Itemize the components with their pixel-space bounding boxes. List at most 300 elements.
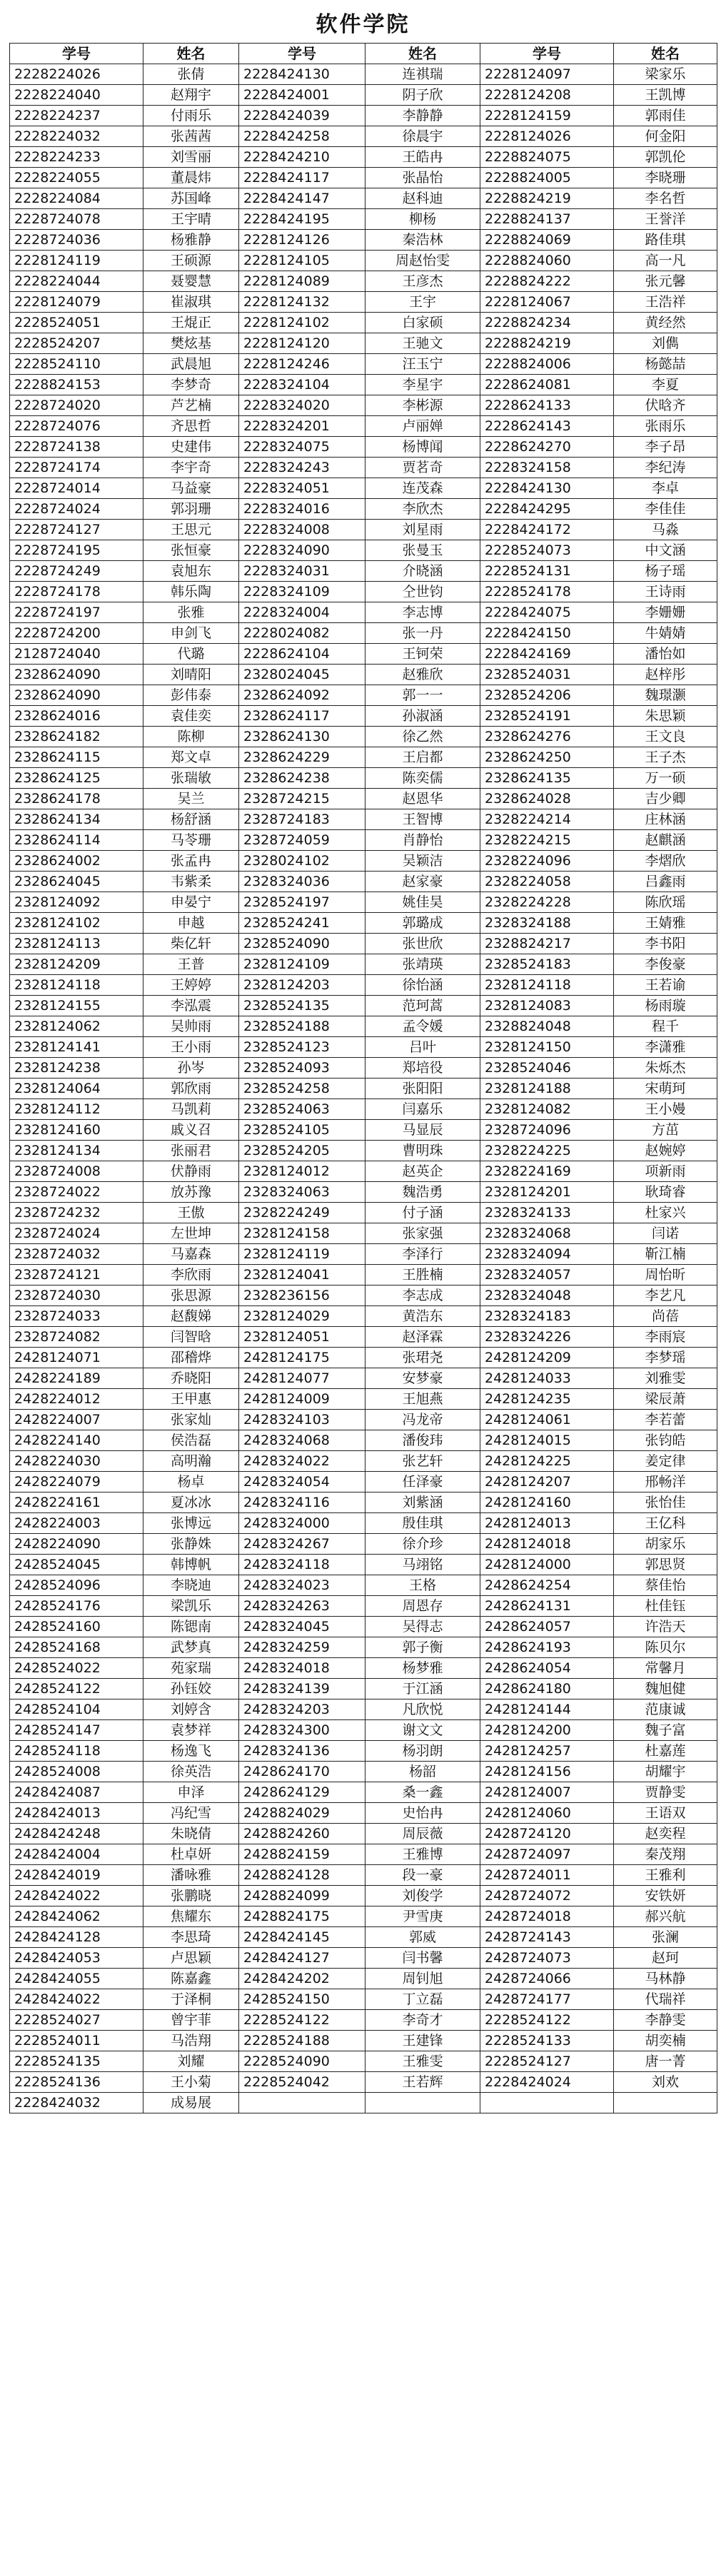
student-id-cell: 2328624016 xyxy=(10,706,143,727)
table-row xyxy=(10,1782,717,1803)
student-name-cell: 王启都 xyxy=(365,747,480,768)
student-id-cell: 2228124246 xyxy=(239,354,365,375)
student-id-cell: 2428324023 xyxy=(239,1575,365,1596)
student-name-cell: 安梦豪 xyxy=(365,1368,480,1389)
column-header: 学号 xyxy=(10,44,143,64)
student-id-cell: 2428324000 xyxy=(239,1513,365,1534)
student-name-cell: 汪玉宁 xyxy=(365,354,480,375)
student-name-cell: 胡耀宇 xyxy=(614,1762,717,1782)
table-row xyxy=(10,1575,717,1596)
student-id-cell: 2328124109 xyxy=(239,954,365,975)
student-name-cell: 赵家豪 xyxy=(365,872,480,892)
student-name-cell: 潘怡如 xyxy=(614,644,717,665)
student-name-cell: 宋萌珂 xyxy=(614,1079,717,1099)
student-id-cell: 2228524178 xyxy=(480,582,614,602)
student-name-cell: 高明瀚 xyxy=(143,1451,239,1472)
table-row xyxy=(10,1762,717,1782)
student-id-cell: 2128724040 xyxy=(10,644,143,665)
student-name-cell: 张雅 xyxy=(143,602,239,623)
student-name-cell: 张静姝 xyxy=(143,1534,239,1555)
student-name-cell: 张鹏晓 xyxy=(143,1886,239,1906)
student-name-cell: 张艺轩 xyxy=(365,1451,480,1472)
student-name-cell: 伏静雨 xyxy=(143,1161,239,1182)
student-name-cell: 赵馥娣 xyxy=(143,1306,239,1327)
student-id-cell: 2428524096 xyxy=(10,1575,143,1596)
student-name-cell: 李熠欣 xyxy=(614,851,717,872)
student-id-cell: 2228624143 xyxy=(480,416,614,437)
student-name-cell: 杨懿喆 xyxy=(614,354,717,375)
student-id-cell: 2328124134 xyxy=(10,1141,143,1161)
student-name-cell: 伏晗齐 xyxy=(614,395,717,416)
student-id-cell: 2328124203 xyxy=(239,975,365,996)
student-id-cell: 2328124118 xyxy=(480,975,614,996)
student-id-cell: 2228624081 xyxy=(480,375,614,395)
student-name-cell: 焦耀东 xyxy=(143,1906,239,1927)
student-id-cell: 2328324188 xyxy=(480,913,614,934)
student-name-cell: 马凯莉 xyxy=(143,1099,239,1120)
column-header: 学号 xyxy=(480,44,614,64)
student-id-cell: 2228324051 xyxy=(239,478,365,499)
table-row xyxy=(10,1182,717,1203)
student-name-cell: 武梦真 xyxy=(143,1637,239,1658)
student-id-cell: 2328124238 xyxy=(10,1058,143,1079)
table-row xyxy=(10,1927,717,1948)
student-name-cell: 武晨旭 xyxy=(143,354,239,375)
column-header: 学号 xyxy=(239,44,365,64)
student-name-cell: 付雨乐 xyxy=(143,106,239,126)
student-name-cell: 李佳佳 xyxy=(614,499,717,520)
student-name-cell: 梁辰萧 xyxy=(614,1389,717,1410)
student-id-cell: 2428124235 xyxy=(480,1389,614,1410)
student-id-cell: 2328624028 xyxy=(480,789,614,809)
student-name-cell: 吕叶 xyxy=(365,1037,480,1058)
student-id-cell: 2428124060 xyxy=(480,1803,614,1824)
student-id-cell: 2428524122 xyxy=(10,1679,143,1699)
table-row xyxy=(10,665,717,685)
student-id-cell: 2228724197 xyxy=(10,602,143,623)
student-name-cell: 彭伟泰 xyxy=(143,685,239,706)
table-row xyxy=(10,1472,717,1492)
student-id-cell: 2328524258 xyxy=(239,1079,365,1099)
student-name-cell: 白家硕 xyxy=(365,313,480,333)
student-id-cell: 2328124092 xyxy=(10,892,143,913)
page-title: 软件学院 xyxy=(316,12,410,37)
table-row xyxy=(10,1989,717,2010)
student-name-cell: 王雅利 xyxy=(614,1865,717,1886)
student-name-cell: 周怡昕 xyxy=(614,1265,717,1286)
student-name-cell: 聂婴慧 xyxy=(143,271,239,292)
student-name-cell: 李艺凡 xyxy=(614,1286,717,1306)
table-row xyxy=(10,395,717,416)
student-name-cell: 马翊铭 xyxy=(365,1555,480,1575)
table-row xyxy=(10,1948,717,1969)
student-name-cell: 齐思哲 xyxy=(143,416,239,437)
student-id-cell: 2428824029 xyxy=(239,1803,365,1824)
student-name-cell: 张珺尧 xyxy=(365,1348,480,1368)
student-name-cell: 申剑飞 xyxy=(143,623,239,644)
student-id-cell: 2228324158 xyxy=(480,458,614,478)
table-row xyxy=(10,685,717,706)
student-name-cell: 刘星雨 xyxy=(365,520,480,540)
student-id-cell: 2328124209 xyxy=(10,954,143,975)
student-name-cell: 代瑞祥 xyxy=(614,1989,717,2010)
table-row xyxy=(10,1844,717,1865)
student-id-cell: 2228424210 xyxy=(239,147,365,168)
student-name-cell: 郭一一 xyxy=(365,685,480,706)
student-id-cell: 2428524008 xyxy=(10,1762,143,1782)
student-name-cell: 苏国峰 xyxy=(143,188,239,209)
student-name-cell: 徐怡涵 xyxy=(365,975,480,996)
student-name-cell: 任泽豪 xyxy=(365,1472,480,1492)
student-name-cell: 王若谕 xyxy=(614,975,717,996)
student-name-cell: 张家强 xyxy=(365,1223,480,1244)
table-row xyxy=(10,747,717,768)
table-row xyxy=(10,2031,717,2051)
student-id-cell: 2428824128 xyxy=(239,1865,365,1886)
student-name-cell: 刘儁 xyxy=(614,333,717,354)
student-id-cell: 2228424147 xyxy=(239,188,365,209)
student-id-cell: 2328624130 xyxy=(239,727,365,747)
student-id-cell: 2428324045 xyxy=(239,1617,365,1637)
student-name-cell: 李泽行 xyxy=(365,1244,480,1265)
student-name-cell: 陈嘉鑫 xyxy=(143,1969,239,1989)
student-name-cell: 杨逸飞 xyxy=(143,1741,239,1762)
student-name-cell: 付子涵 xyxy=(365,1203,480,1223)
student-id-cell: 2228324104 xyxy=(239,375,365,395)
student-id-cell: 2228124159 xyxy=(480,106,614,126)
student-id-cell: 2328624229 xyxy=(239,747,365,768)
student-name-cell: 张思源 xyxy=(143,1286,239,1306)
student-id-cell: 2328124041 xyxy=(239,1265,365,1286)
student-id-cell: 2328724082 xyxy=(10,1327,143,1348)
student-name-cell: 卢思颖 xyxy=(143,1948,239,1969)
table-row xyxy=(10,1513,717,1534)
student-id-cell: 2328324183 xyxy=(480,1306,614,1327)
student-name-cell: 王语双 xyxy=(614,1803,717,1824)
student-name-cell: 刘婷含 xyxy=(143,1699,239,1720)
table-row xyxy=(10,1637,717,1658)
student-id-cell: 2228624270 xyxy=(480,437,614,458)
student-id-cell: 2428224003 xyxy=(10,1513,143,1534)
student-name-cell: 尚蓓 xyxy=(614,1306,717,1327)
student-name-cell: 樊炫基 xyxy=(143,333,239,354)
table-row xyxy=(10,540,717,561)
student-name-cell: 闫嘉乐 xyxy=(365,1099,480,1120)
student-id-cell: 2428124200 xyxy=(480,1720,614,1741)
student-id-cell: 2428124000 xyxy=(480,1555,614,1575)
student-id-cell: 2428124013 xyxy=(480,1513,614,1534)
student-id-cell: 2428124209 xyxy=(480,1348,614,1368)
table-row xyxy=(10,996,717,1016)
table-row xyxy=(10,954,717,975)
table-row xyxy=(10,499,717,520)
student-name-cell: 李俊豪 xyxy=(614,954,717,975)
student-name-cell: 马淼 xyxy=(614,520,717,540)
student-name-cell: 杨雅静 xyxy=(143,230,239,251)
table-row xyxy=(10,768,717,789)
student-id-cell: 2428424055 xyxy=(10,1969,143,1989)
student-id-cell: 2428424004 xyxy=(10,1844,143,1865)
student-id-cell: 2428724177 xyxy=(480,1989,614,2010)
student-id-cell: 2328324068 xyxy=(480,1223,614,1244)
student-name-cell: 赵恩华 xyxy=(365,789,480,809)
student-id-cell: 2328324133 xyxy=(480,1203,614,1223)
student-name-cell: 闫书馨 xyxy=(365,1948,480,1969)
table-row xyxy=(10,1410,717,1430)
table-row xyxy=(10,1886,717,1906)
student-name-cell: 郑文卓 xyxy=(143,747,239,768)
student-name-cell: 马浩翔 xyxy=(143,2031,239,2051)
student-name-cell: 李志博 xyxy=(365,602,480,623)
student-name-cell: 赵麒涵 xyxy=(614,830,717,851)
student-id-cell: 2328524191 xyxy=(480,706,614,727)
student-id-cell: 2428224090 xyxy=(10,1534,143,1555)
student-id-cell: 2328324063 xyxy=(239,1182,365,1203)
student-id-cell: 2328624134 xyxy=(10,809,143,830)
table-row xyxy=(10,85,717,106)
student-name-cell xyxy=(614,2093,717,2113)
student-id-cell: 2328624125 xyxy=(10,768,143,789)
student-id-cell: 2428524168 xyxy=(10,1637,143,1658)
student-name-cell: 张瑞敏 xyxy=(143,768,239,789)
student-name-cell: 王硕源 xyxy=(143,251,239,271)
student-name-cell: 程千 xyxy=(614,1016,717,1037)
student-id-cell: 2428624193 xyxy=(480,1637,614,1658)
student-id-cell xyxy=(239,2093,365,2113)
table-row xyxy=(10,934,717,954)
student-name-cell: 邢畅洋 xyxy=(614,1472,717,1492)
student-id-cell: 2428324259 xyxy=(239,1637,365,1658)
student-name-cell: 柴亿轩 xyxy=(143,934,239,954)
student-id-cell: 2328624114 xyxy=(10,830,143,851)
student-id-cell: 2428424248 xyxy=(10,1824,143,1844)
student-name-cell: 于泽桐 xyxy=(143,1989,239,2010)
table-row xyxy=(10,1223,717,1244)
student-id-cell: 2428524160 xyxy=(10,1617,143,1637)
student-name-cell: 何金阳 xyxy=(614,126,717,147)
table-row xyxy=(10,809,717,830)
student-name-cell: 王雅雯 xyxy=(365,2051,480,2072)
student-name-cell: 周恩存 xyxy=(365,1596,480,1617)
student-id-cell: 2328224058 xyxy=(480,872,614,892)
student-name-cell: 张怡佳 xyxy=(614,1492,717,1513)
table-row xyxy=(10,168,717,188)
student-id-cell: 2328724033 xyxy=(10,1306,143,1327)
student-id-cell: 2328724232 xyxy=(10,1203,143,1223)
student-name-cell: 王普 xyxy=(143,954,239,975)
student-name-cell: 成易展 xyxy=(143,2093,239,2113)
student-name-cell: 赵婉婷 xyxy=(614,1141,717,1161)
student-name-cell: 赵泽霖 xyxy=(365,1327,480,1348)
student-name-cell: 张丽君 xyxy=(143,1141,239,1161)
student-name-cell: 王建锋 xyxy=(365,2031,480,2051)
student-id-cell: 2228224084 xyxy=(10,188,143,209)
student-id-cell: 2328024045 xyxy=(239,665,365,685)
student-name-cell: 阴子欣 xyxy=(365,85,480,106)
table-row xyxy=(10,1286,717,1306)
student-id-cell: 2228824137 xyxy=(480,209,614,230)
table-row xyxy=(10,251,717,271)
student-id-cell: 2228424169 xyxy=(480,644,614,665)
table-row xyxy=(10,1555,717,1575)
student-name-cell: 吉少卿 xyxy=(614,789,717,809)
student-name-cell: 戚义召 xyxy=(143,1120,239,1141)
student-name-cell: 杜家兴 xyxy=(614,1203,717,1223)
student-name-cell: 唐一菁 xyxy=(614,2051,717,2072)
student-name-cell: 马嘉森 xyxy=(143,1244,239,1265)
student-id-cell: 2328624238 xyxy=(239,768,365,789)
student-id-cell: 2228824069 xyxy=(480,230,614,251)
table-row xyxy=(10,1141,717,1161)
student-id-cell: 2228124208 xyxy=(480,85,614,106)
student-name-cell: 蔡佳怡 xyxy=(614,1575,717,1596)
student-id-cell: 2428324267 xyxy=(239,1534,365,1555)
student-name-cell: 杨梦雅 xyxy=(365,1658,480,1679)
student-id-cell: 2428724097 xyxy=(480,1844,614,1865)
student-name-cell: 王诗雨 xyxy=(614,582,717,602)
student-name-cell: 周辰薇 xyxy=(365,1824,480,1844)
student-id-cell: 2228224044 xyxy=(10,271,143,292)
student-id-cell: 2328824217 xyxy=(480,934,614,954)
student-name-cell: 王文良 xyxy=(614,727,717,747)
student-name-cell: 王小嫚 xyxy=(614,1099,717,1120)
student-id-cell: 2428724011 xyxy=(480,1865,614,1886)
student-id-cell: 2428424013 xyxy=(10,1803,143,1824)
student-name-cell: 张钧皓 xyxy=(614,1430,717,1451)
student-id-cell: 2228524133 xyxy=(480,2031,614,2051)
student-id-cell: 2328224225 xyxy=(480,1141,614,1161)
student-id-cell: 2228724249 xyxy=(10,561,143,582)
student-id-cell: 2428624170 xyxy=(239,1762,365,1782)
student-id-cell: 2328124155 xyxy=(10,996,143,1016)
student-name-cell: 朱烁杰 xyxy=(614,1058,717,1079)
student-id-cell: 2228824222 xyxy=(480,271,614,292)
student-id-cell: 2328124112 xyxy=(10,1099,143,1120)
student-id-cell: 2228424195 xyxy=(239,209,365,230)
student-name-cell: 王彦杰 xyxy=(365,271,480,292)
student-id-cell: 2328524105 xyxy=(239,1120,365,1141)
student-id-cell: 2328624182 xyxy=(10,727,143,747)
student-name-cell: 许浩天 xyxy=(614,1617,717,1637)
student-id-cell: 2228624133 xyxy=(480,395,614,416)
student-id-cell: 2228824234 xyxy=(480,313,614,333)
student-id-cell: 2228124120 xyxy=(239,333,365,354)
student-id-cell: 2428324054 xyxy=(239,1472,365,1492)
student-id-cell: 2328324036 xyxy=(239,872,365,892)
student-id-cell: 2228724200 xyxy=(10,623,143,644)
student-name-cell: 桑一鑫 xyxy=(365,1782,480,1803)
student-name-cell: 郭璐成 xyxy=(365,913,480,934)
student-id-cell: 2428624129 xyxy=(239,1782,365,1803)
student-name-cell: 乔晓阳 xyxy=(143,1368,239,1389)
student-name-cell: 刘晴阳 xyxy=(143,665,239,685)
table-row xyxy=(10,1430,717,1451)
student-id-cell: 2428124257 xyxy=(480,1741,614,1762)
student-id-cell: 2328324057 xyxy=(480,1265,614,1286)
student-name-cell: 赵奕程 xyxy=(614,1824,717,1844)
student-id-cell: 2228524122 xyxy=(239,2010,365,2031)
student-name-cell: 朱晓倩 xyxy=(143,1824,239,1844)
student-id-cell: 2228424295 xyxy=(480,499,614,520)
student-name-cell: 姚佳昊 xyxy=(365,892,480,913)
table-row xyxy=(10,1969,717,1989)
student-id-cell: 2328624092 xyxy=(239,685,365,706)
table-row xyxy=(10,830,717,851)
student-name-cell: 孙岑 xyxy=(143,1058,239,1079)
student-name-cell: 张博远 xyxy=(143,1513,239,1534)
student-name-cell: 冯龙帝 xyxy=(365,1410,480,1430)
student-name-cell: 李书阳 xyxy=(614,934,717,954)
student-name-cell: 王亿科 xyxy=(614,1513,717,1534)
student-name-cell: 赵科迪 xyxy=(365,188,480,209)
student-name-cell: 杨雨璇 xyxy=(614,996,717,1016)
student-name-cell: 郑培役 xyxy=(365,1058,480,1079)
table-row xyxy=(10,1617,717,1637)
student-id-cell: 2428824099 xyxy=(239,1886,365,1906)
student-name-cell: 王钶荣 xyxy=(365,644,480,665)
student-id-cell: 2428624131 xyxy=(480,1596,614,1617)
student-name-cell: 袁旭东 xyxy=(143,561,239,582)
table-row xyxy=(10,354,717,375)
student-id-cell: 2428524147 xyxy=(10,1720,143,1741)
student-name-cell: 徐英浩 xyxy=(143,1762,239,1782)
student-name-cell: 郝兴航 xyxy=(614,1906,717,1927)
student-id-cell: 2428524022 xyxy=(10,1658,143,1679)
student-name-cell: 吴得志 xyxy=(365,1617,480,1637)
student-id-cell: 2428124015 xyxy=(480,1430,614,1451)
student-id-cell: 2228524127 xyxy=(480,2051,614,2072)
student-name-cell: 贾茗奇 xyxy=(365,458,480,478)
table-row xyxy=(10,1824,717,1844)
student-name-cell: 张恒豪 xyxy=(143,540,239,561)
student-name-cell: 仝世钧 xyxy=(365,582,480,602)
table-row xyxy=(10,1161,717,1182)
table-row xyxy=(10,727,717,747)
student-id-cell: 2328324094 xyxy=(480,1244,614,1265)
student-id-cell: 2428624057 xyxy=(480,1617,614,1637)
student-name-cell: 闫智晗 xyxy=(143,1327,239,1348)
table-row xyxy=(10,333,717,354)
student-id-cell: 2428124156 xyxy=(480,1762,614,1782)
student-id-cell: 2428124009 xyxy=(239,1389,365,1410)
student-id-cell: 2228424130 xyxy=(480,478,614,499)
student-name-cell: 项新雨 xyxy=(614,1161,717,1182)
student-name-cell: 杨卓 xyxy=(143,1472,239,1492)
student-id-cell: 2328524046 xyxy=(480,1058,614,1079)
table-row xyxy=(10,106,717,126)
student-id-cell: 2328224096 xyxy=(480,851,614,872)
student-name-cell: 方茁 xyxy=(614,1120,717,1141)
student-id-cell: 2328524031 xyxy=(480,665,614,685)
student-name-cell: 李雨宸 xyxy=(614,1327,717,1348)
student-name-cell: 郭凯伦 xyxy=(614,147,717,168)
table-row xyxy=(10,2010,717,2031)
student-name-cell: 闫诺 xyxy=(614,1223,717,1244)
student-id-cell: 2228324090 xyxy=(239,540,365,561)
student-id-cell: 2228524090 xyxy=(239,2051,365,2072)
student-name-cell: 李梦奇 xyxy=(143,375,239,395)
student-id-cell: 2228724195 xyxy=(10,540,143,561)
student-id-cell: 2328024102 xyxy=(239,851,365,872)
student-name-cell: 陈柳 xyxy=(143,727,239,747)
student-id-cell: 2228524135 xyxy=(10,2051,143,2072)
student-id-cell: 2228524042 xyxy=(239,2072,365,2093)
student-id-cell: 2228224233 xyxy=(10,147,143,168)
student-id-cell: 2428324022 xyxy=(239,1451,365,1472)
student-name-cell: 徐晨宇 xyxy=(365,126,480,147)
student-name-cell: 李泓震 xyxy=(143,996,239,1016)
student-id-cell: 2428124033 xyxy=(480,1368,614,1389)
